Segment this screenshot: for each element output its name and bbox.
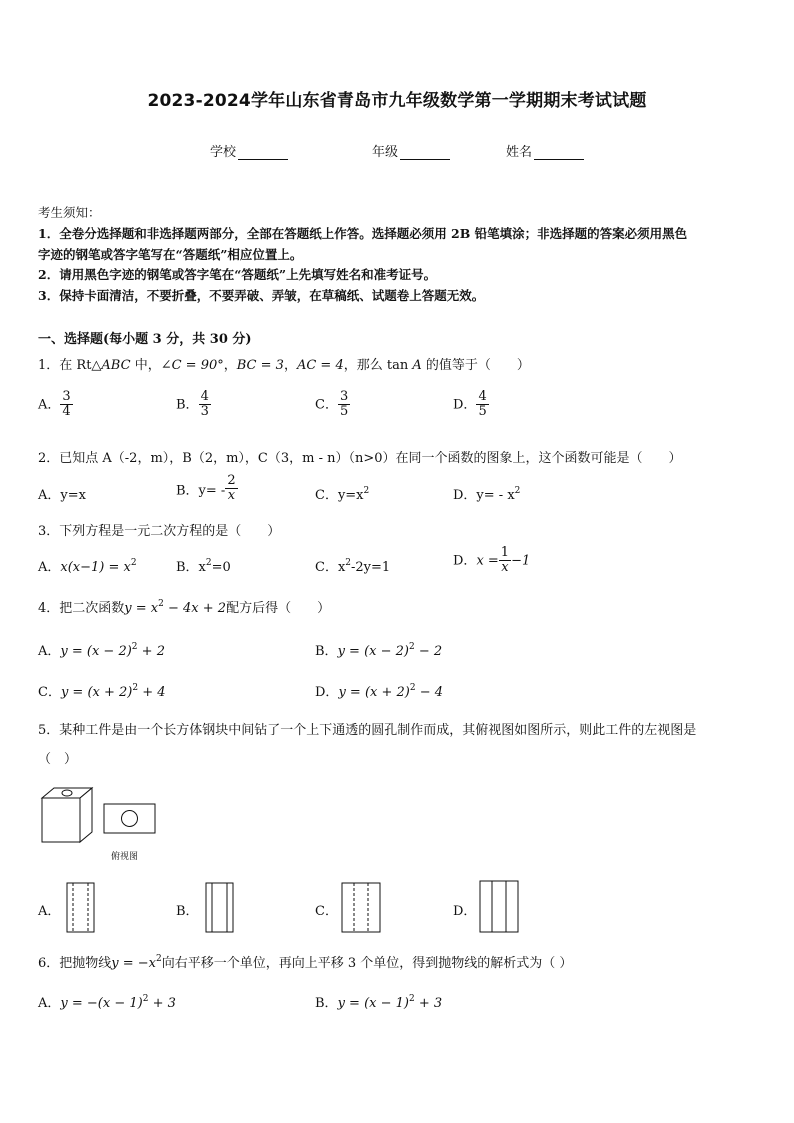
q5-option-c-label[interactable]: C．	[315, 904, 338, 919]
q1-option-a[interactable]: A． $\frac{3}{4}$	[38, 389, 71, 420]
top-view-caption: 俯视图	[111, 852, 139, 862]
q5-option-d-figure[interactable]	[479, 880, 521, 934]
q6-option-a[interactable]: A．$y = -(x - 1)^2 + 3$	[38, 994, 176, 1011]
notice-line-1a: 1．全卷分选择题和非选择题两部分，全部在答题纸上作答。选择题必须用 2B 铅笔填涂；非选择题的答案必须用黑色	[38, 226, 688, 241]
grade-label: 年级	[372, 145, 399, 160]
notice-line-1b: 字迹的钢笔或答字笔写在“答题纸”相应位置上。	[38, 247, 303, 262]
name-field[interactable]	[506, 141, 584, 160]
name-label: 姓名	[506, 145, 533, 160]
page-title: 2023-2024学年山东省青岛市九年级数学第一学期期末考试试题	[147, 91, 647, 111]
q4-option-d[interactable]: D．$y = (x + 2)^2 - 4$	[315, 683, 444, 700]
q5-option-a-figure[interactable]	[66, 882, 96, 934]
notice-line-2: 2．请用黑色字迹的钢笔或答字笔在“答题纸”上先填写姓名和准考证号。	[38, 267, 437, 282]
q2-option-d[interactable]: D．$y= - x^2$	[453, 486, 521, 503]
grade-field[interactable]	[372, 141, 450, 160]
question-1: 1．在 Rt△ABC 中，∠C = 90°，BC = 3，AC = 4，那么 tan A 的值等于（ ）	[38, 358, 530, 373]
q1-option-b[interactable]: B． $\frac{4}{3}$	[176, 389, 209, 420]
school-field[interactable]	[210, 141, 288, 160]
q5-option-c-figure[interactable]	[341, 882, 383, 934]
question-3: 3．下列方程是一元二次方程的是（ ）	[38, 524, 281, 539]
question-6: 6．把抛物线$y = -x^2$向右平移一个单位，再向上平移 3 个单位，得到抛物线的解析式为（ ）	[38, 954, 573, 971]
q3-option-d[interactable]: D．x = $\frac{1}{x}$ −1	[453, 545, 531, 576]
q5-option-b-label[interactable]: B．	[176, 904, 199, 919]
q5-option-b-figure[interactable]	[205, 882, 235, 934]
name-blank[interactable]	[534, 146, 584, 160]
section-heading: 一、选择题(每小题 3 分，共 30 分)	[38, 332, 252, 347]
q2-option-b[interactable]: B．y= - $\frac{2}{x}$	[176, 473, 236, 504]
school-label: 学校	[210, 145, 237, 160]
q5-option-d-label[interactable]: D．	[453, 904, 477, 919]
q3-option-c[interactable]: C．$x^2-2y=1$	[315, 558, 391, 575]
grade-blank[interactable]	[400, 146, 450, 160]
q2-option-a[interactable]: A．y=x	[38, 488, 86, 503]
notice-line-3: 3．保持卡面清洁，不要折叠，不要弄破、弄皱，在草稿纸、试题卷上答题无效。	[38, 288, 485, 303]
q6-option-b[interactable]: B．$y = (x - 1)^2 + 3$	[315, 994, 443, 1011]
q5-option-a-label[interactable]: A．	[38, 904, 61, 919]
q4-option-a[interactable]: A．$y = (x - 2)^2 + 2$	[38, 642, 165, 659]
question-5-line-1: 5．某种工件是由一个长方体钢块中间钻了一个上下通透的圆孔制作而成，其俯视图如图所示，则此工件的左视图是	[38, 723, 697, 738]
q4-option-c[interactable]: C．$y = (x + 2)^2 + 4$	[38, 683, 166, 700]
top-view-figure	[103, 803, 157, 835]
q3-option-a[interactable]: A．$x(x-1) = x^2$	[38, 558, 137, 575]
notice-heading: 考生须知：	[38, 205, 101, 220]
question-2: 2．已知点 A（-2，m），B（2，m），C（3，m - n）（n>0）在同一个函数的图象上，这个函数可能是（ ）	[38, 451, 682, 466]
question-4: 4．把二次函数$y = x^2 - 4x + 2$配方后得（ ）	[38, 599, 331, 616]
block-3d-figure	[40, 786, 100, 846]
q4-option-b[interactable]: B．$y = (x - 2)^2 - 2$	[315, 642, 443, 659]
q1-option-d[interactable]: D． $\frac{4}{5}$	[453, 389, 487, 420]
school-blank[interactable]	[238, 146, 288, 160]
q3-option-b[interactable]: B．$x^2=0$	[176, 558, 231, 575]
q1-option-c[interactable]: C． $\frac{3}{5}$	[315, 389, 349, 420]
question-5-line-2: （ ）	[38, 752, 78, 767]
q2-option-c[interactable]: C．$y=x^2$	[315, 486, 370, 503]
